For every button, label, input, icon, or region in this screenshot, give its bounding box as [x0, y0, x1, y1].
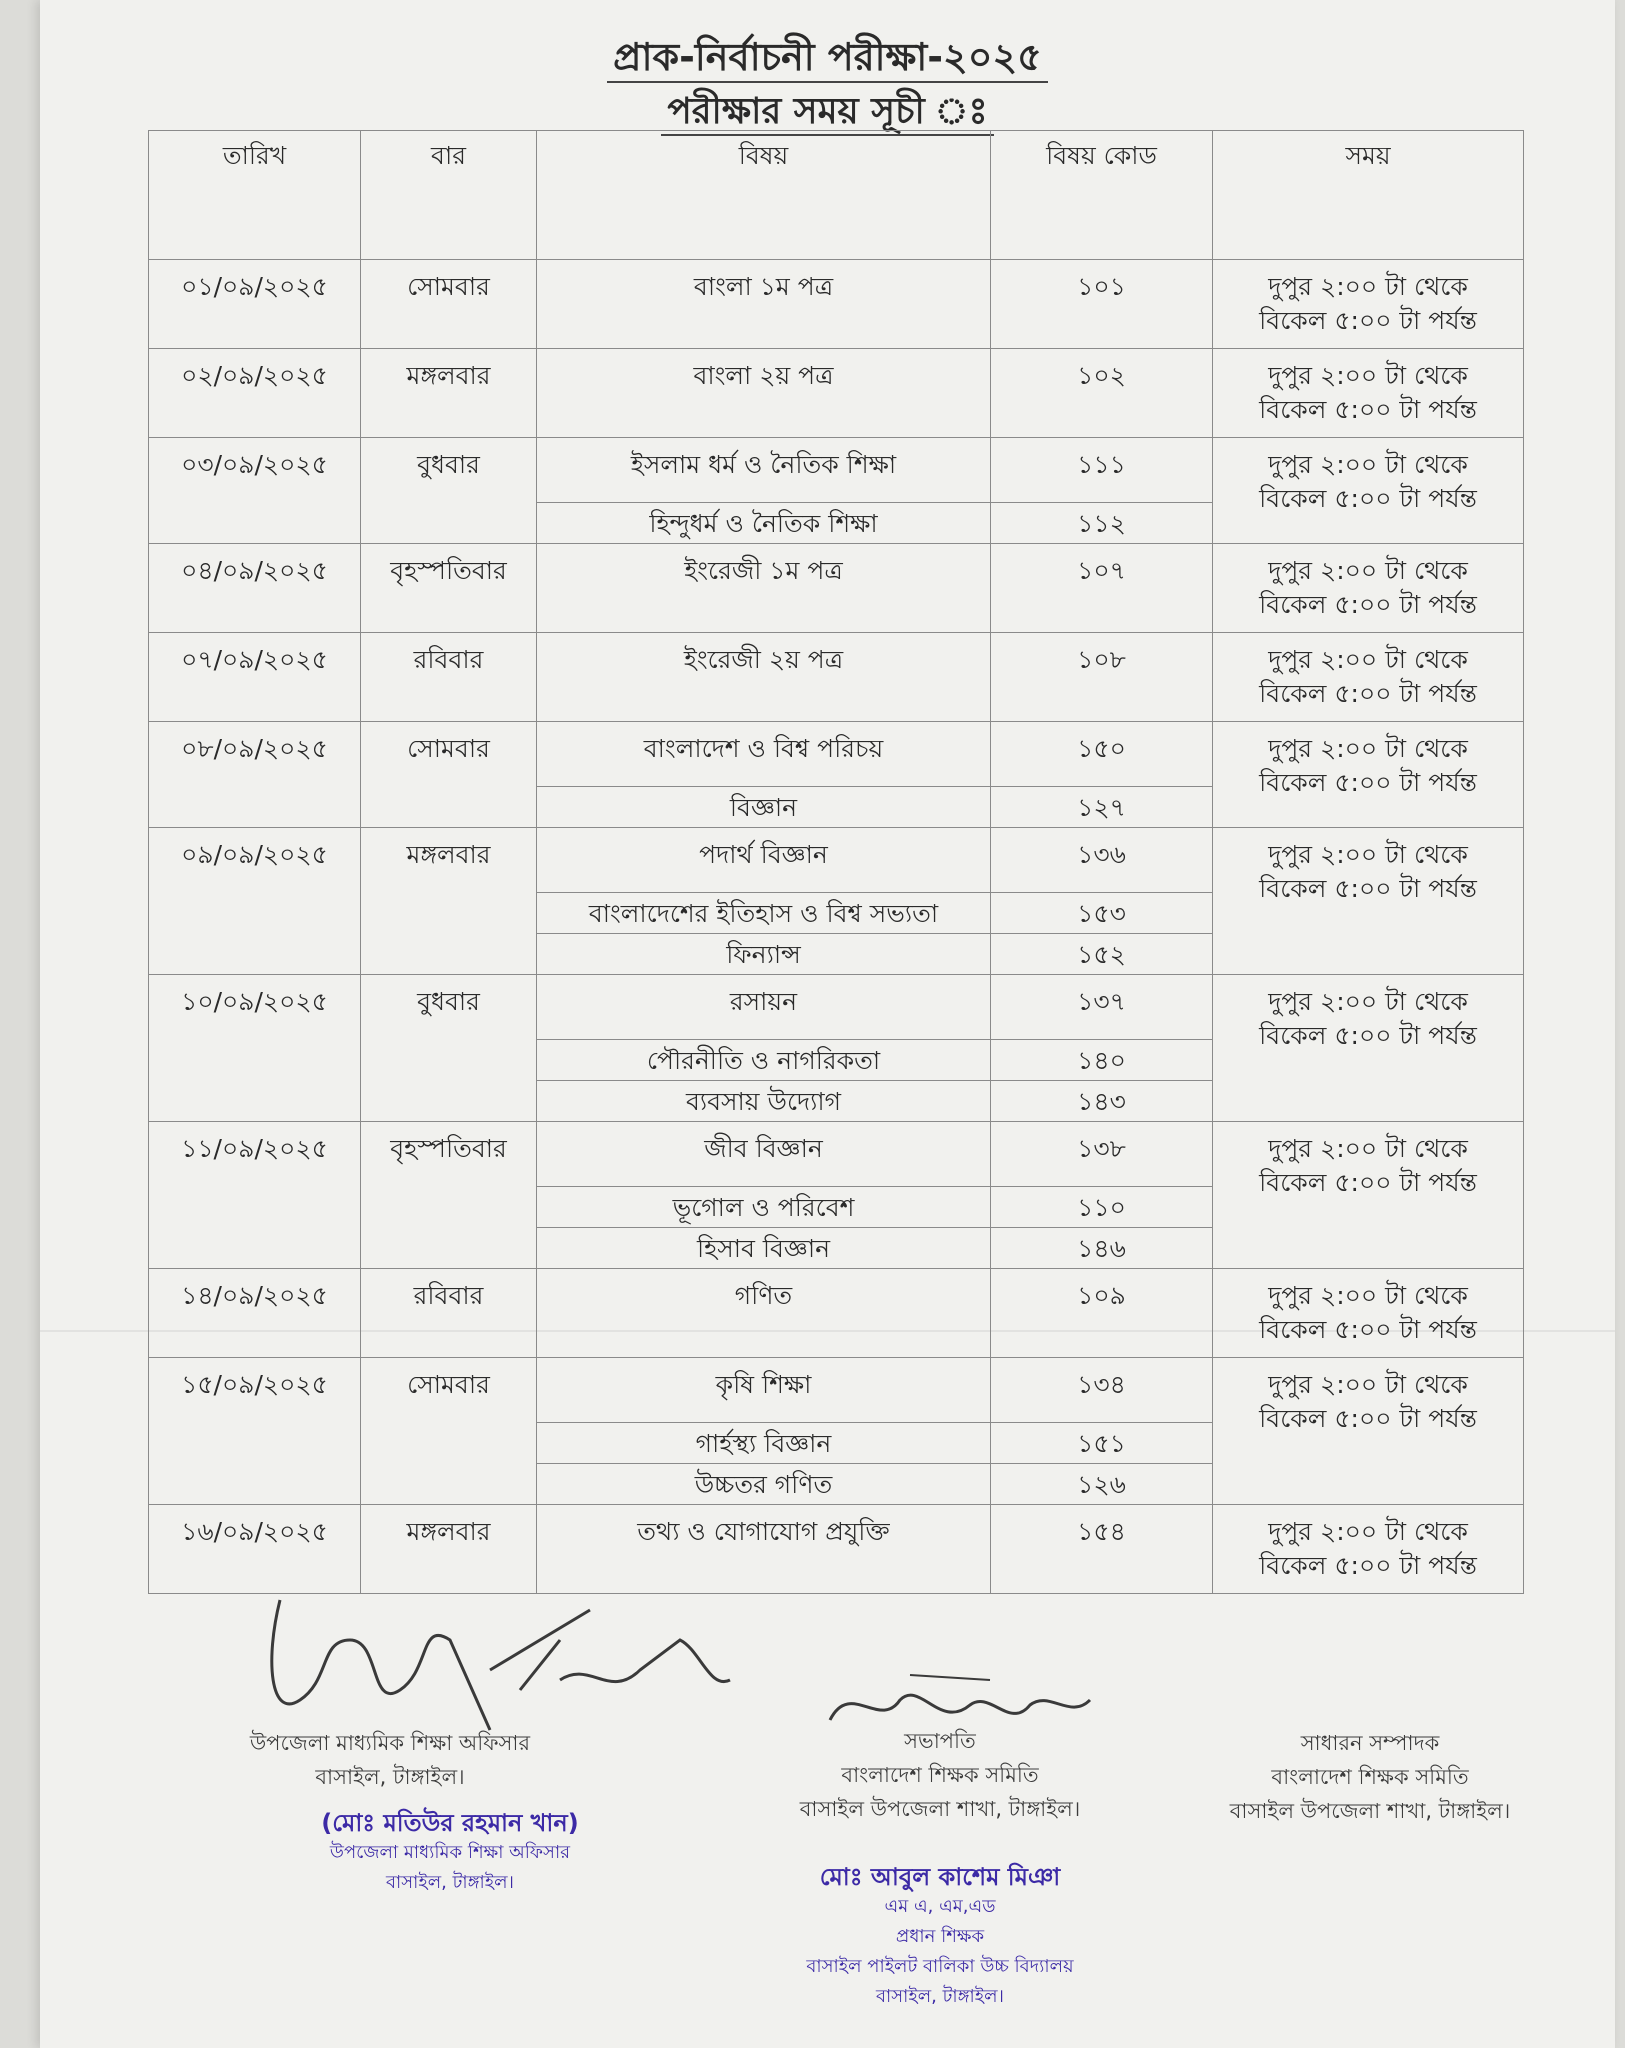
exam-time — [1213, 1269, 1524, 1358]
exam-time-line: বিকেল ৫:০০ টা পর্যন্ত — [1259, 679, 1477, 708]
exam-time-line: দুপুর ২:০০ টা থেকে — [1268, 556, 1468, 585]
table-row — [149, 633, 1524, 722]
subject-name: গণিত — [537, 1269, 991, 1358]
table-row — [149, 975, 1524, 1040]
subject-name: বাংলা ১ম পত্র — [537, 260, 991, 349]
headmaster-stamp: মোঃ আবুল কাশেম মিঞা এম এ, এম,এড প্রধান শিক্ষক বাসাইল পাইলট বালিকা উচ্চ বিদ্যালয় বাসাইল, টাঙ্গাইল। — [806, 1863, 1074, 2007]
exam-time — [1213, 349, 1524, 438]
exam-time-line: দুপুর ২:০০ টা থেকে — [1268, 272, 1468, 301]
subject-name: হিন্দুধর্ম ও নৈতিক শিক্ষা — [537, 503, 991, 544]
subject-code: ১৩৮ — [991, 1122, 1213, 1187]
subject-name: ইংরেজী ১ম পত্র — [537, 544, 991, 633]
exam-date: ০৩/০৯/২০২৫ — [149, 438, 361, 544]
document-title: প্রাক-নির্বাচনী পরীক্ষা-২০২৫ — [40, 28, 1615, 92]
table-row — [149, 1122, 1524, 1187]
exam-time — [1213, 438, 1524, 544]
exam-day: বৃহস্পতিবার — [361, 544, 537, 633]
exam-date: ০৪/০৯/২০২৫ — [149, 544, 361, 633]
subject-code: ১৩৬ — [991, 828, 1213, 893]
exam-time-line: বিকেল ৫:০০ টা পর্যন্ত — [1259, 484, 1477, 513]
exam-time — [1213, 828, 1524, 975]
subject-name: জীব বিজ্ঞান — [537, 1122, 991, 1187]
table-row — [149, 349, 1524, 438]
exam-time — [1213, 722, 1524, 828]
exam-time-line: বিকেল ৫:০০ টা পর্যন্ত — [1259, 1551, 1477, 1580]
exam-date: ১১/০৯/২০২৫ — [149, 1122, 361, 1269]
exam-time-line: বিকেল ৫:০০ টা পর্যন্ত — [1259, 1168, 1477, 1197]
exam-time — [1213, 1358, 1524, 1505]
subject-code: ১৫৪ — [991, 1505, 1213, 1594]
table-row — [149, 1358, 1524, 1423]
subject-name: ব্যবসায় উদ্যোগ — [537, 1081, 991, 1122]
exam-time — [1213, 633, 1524, 722]
subject-code: ১৫৩ — [991, 893, 1213, 934]
subject-code: ১৪৩ — [991, 1081, 1213, 1122]
exam-day: মঙ্গলবার — [361, 349, 537, 438]
subject-code: ১০৭ — [991, 544, 1213, 633]
subject-code: ১০২ — [991, 349, 1213, 438]
exam-time-line: দুপুর ২:০০ টা থেকে — [1268, 840, 1468, 869]
header-date: তারিখ — [149, 131, 361, 260]
exam-date: ০৮/০৯/২০২৫ — [149, 722, 361, 828]
exam-time — [1213, 1505, 1524, 1594]
exam-date: ১৬/০৯/২০২৫ — [149, 1505, 361, 1594]
subject-name: ইংরেজী ২য় পত্র — [537, 633, 991, 722]
exam-time-line: বিকেল ৫:০০ টা পর্যন্ত — [1259, 1021, 1477, 1050]
officer-stamp: (মোঃ মতিউর রহমান খান) উপজেলা মাধ্যমিক শিক্ষা অফিসার বাসাইল, টাঙ্গাইল। — [321, 1809, 579, 1893]
exam-date: ০১/০৯/২০২৫ — [149, 260, 361, 349]
exam-day: সোমবার — [361, 1358, 537, 1505]
exam-time-line: দুপুর ২:০০ টা থেকে — [1268, 1281, 1468, 1310]
subject-code: ১০৯ — [991, 1269, 1213, 1358]
exam-time-line: দুপুর ২:০০ টা থেকে — [1268, 361, 1468, 390]
subject-name: হিসাব বিজ্ঞান — [537, 1228, 991, 1269]
subject-code: ১৩৭ — [991, 975, 1213, 1040]
header-day: বার — [361, 131, 537, 260]
subject-code: ১১০ — [991, 1187, 1213, 1228]
officer-signature — [260, 1580, 740, 1750]
document-subtitle: পরীক্ষার সময় সূচী ঃ — [40, 84, 1615, 144]
exam-day: সোমবার — [361, 722, 537, 828]
subject-code: ১১১ — [991, 438, 1213, 503]
subject-name: ফিন্যান্স — [537, 934, 991, 975]
document-page — [40, 0, 1615, 2048]
exam-date: ০৭/০৯/২০২৫ — [149, 633, 361, 722]
schedule-body — [149, 260, 1524, 1594]
subject-code: ১৫০ — [991, 722, 1213, 787]
subject-code: ১৫২ — [991, 934, 1213, 975]
subject-name: বাংলাদেশের ইতিহাস ও বিশ্ব সভ্যতা — [537, 893, 991, 934]
table-row — [149, 544, 1524, 633]
subject-name: তথ্য ও যোগাযোগ প্রযুক্তি — [537, 1505, 991, 1594]
subject-name: বাংলাদেশ ও বিশ্ব পরিচয় — [537, 722, 991, 787]
exam-time-line: দুপুর ২:০০ টা থেকে — [1268, 450, 1468, 479]
subject-code: ১৫১ — [991, 1423, 1213, 1464]
subject-code: ১১২ — [991, 503, 1213, 544]
table-row — [149, 438, 1524, 503]
subject-name: রসায়ন — [537, 975, 991, 1040]
subject-code: ১০১ — [991, 260, 1213, 349]
exam-time — [1213, 260, 1524, 349]
subject-code: ১২৭ — [991, 787, 1213, 828]
subject-code: ১০৮ — [991, 633, 1213, 722]
exam-time-line: দুপুর ২:০০ টা থেকে — [1268, 1370, 1468, 1399]
exam-time — [1213, 1122, 1524, 1269]
header-time: সময় — [1213, 131, 1524, 260]
subject-code: ১৩৪ — [991, 1358, 1213, 1423]
exam-time-line: বিকেল ৫:০০ টা পর্যন্ত — [1259, 1404, 1477, 1433]
exam-day: মঙ্গলবার — [361, 828, 537, 975]
exam-time-line: বিকেল ৫:০০ টা পর্যন্ত — [1259, 590, 1477, 619]
subject-name: ইসলাম ধর্ম ও নৈতিক শিক্ষা — [537, 438, 991, 503]
exam-day: মঙ্গলবার — [361, 1505, 537, 1594]
subject-code: ১৪৬ — [991, 1228, 1213, 1269]
exam-date: ১৪/০৯/২০২৫ — [149, 1269, 361, 1358]
header-subject: বিষয় — [537, 131, 991, 260]
subject-name: কৃষি শিক্ষা — [537, 1358, 991, 1423]
exam-day: বুধবার — [361, 438, 537, 544]
header-subject-code: বিষয় কোড — [991, 131, 1213, 260]
exam-date: ১০/০৯/২০২৫ — [149, 975, 361, 1122]
secretary-signature-block: সাধারন সম্পাদক বাংলাদেশ শিক্ষক সমিতি বাসাইল উপজেলা শাখা, টাঙ্গাইল। — [1229, 1731, 1511, 1823]
exam-time — [1213, 544, 1524, 633]
exam-time-line: বিকেল ৫:০০ টা পর্যন্ত — [1259, 1315, 1477, 1344]
exam-time-line: বিকেল ৫:০০ টা পর্যন্ত — [1259, 874, 1477, 903]
subject-name: পৌরনীতি ও নাগরিকতা — [537, 1040, 991, 1081]
exam-day: বৃহস্পতিবার — [361, 1122, 537, 1269]
officer-signature-block: উপজেলা মাধ্যমিক শিক্ষা অফিসার বাসাইল, টাঙ্গাইল। — [249, 1731, 531, 1789]
exam-time-line: দুপুর ২:০০ টা থেকে — [1268, 734, 1468, 763]
exam-day: বুধবার — [361, 975, 537, 1122]
subject-name: পদার্থ বিজ্ঞান — [537, 828, 991, 893]
exam-time — [1213, 975, 1524, 1122]
exam-time-line: দুপুর ২:০০ টা থেকে — [1268, 1134, 1468, 1163]
exam-time-line: বিকেল ৫:০০ টা পর্যন্ত — [1259, 768, 1477, 797]
subject-name: বিজ্ঞান — [537, 787, 991, 828]
exam-time-line: দুপুর ২:০০ টা থেকে — [1268, 987, 1468, 1016]
exam-day: রবিবার — [361, 633, 537, 722]
exam-schedule-table — [148, 130, 1524, 1594]
exam-time-line: দুপুর ২:০০ টা থেকে — [1268, 1517, 1468, 1546]
exam-date: ১৫/০৯/২০২৫ — [149, 1358, 361, 1505]
subject-name: ভূগোল ও পরিবেশ — [537, 1187, 991, 1228]
table-header-row — [149, 131, 1524, 260]
subject-name: গার্হস্থ্য বিজ্ঞান — [537, 1423, 991, 1464]
table-row — [149, 260, 1524, 349]
exam-time-line: দুপুর ২:০০ টা থেকে — [1268, 645, 1468, 674]
exam-time-line: বিকেল ৫:০০ টা পর্যন্ত — [1259, 395, 1477, 424]
exam-date: ০৯/০৯/২০২৫ — [149, 828, 361, 975]
exam-time-line: বিকেল ৫:০০ টা পর্যন্ত — [1259, 306, 1477, 335]
president-signature-block: সভাপতি বাংলাদেশ শিক্ষক সমিতি বাসাইল উপজেলা শাখা, টাঙ্গাইল। — [799, 1729, 1081, 1821]
exam-day: রবিবার — [361, 1269, 537, 1358]
table-row — [149, 1269, 1524, 1358]
subject-name: বাংলা ২য় পত্র — [537, 349, 991, 438]
subject-code: ১৪০ — [991, 1040, 1213, 1081]
exam-day: সোমবার — [361, 260, 537, 349]
subject-name: উচ্চতর গণিত — [537, 1464, 991, 1505]
subject-code: ১২৬ — [991, 1464, 1213, 1505]
table-row — [149, 828, 1524, 893]
exam-date: ০২/০৯/২০২৫ — [149, 349, 361, 438]
table-row — [149, 722, 1524, 787]
